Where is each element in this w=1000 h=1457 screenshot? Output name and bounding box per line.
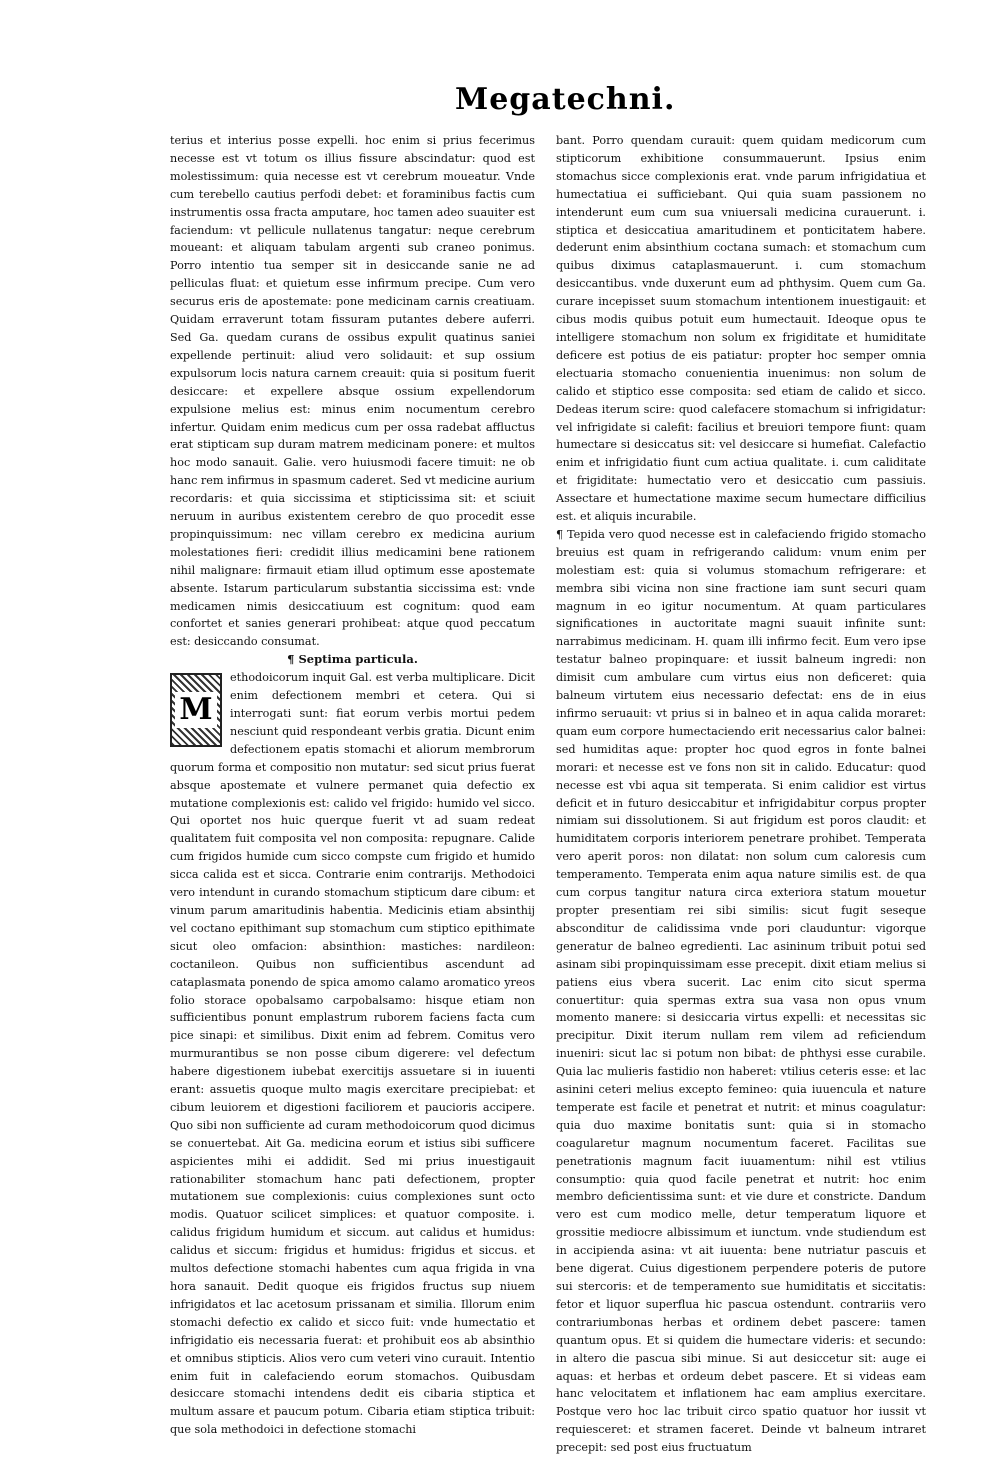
decorated-initial-letter: M [175,692,216,728]
right-column [556,132,926,1455]
left-paragraph-1: terius et interius posse expelli. hoc enim si prius fecerimus necesse est vt totum os illius fissure abscindatur: quod est molestissimum: quia necesse est vt cerebrum moueatur. Vnde cum terebello cautius perfodi debet: et foraminibus factis cum instrumentis ossa fracta amputare, hoc tamen adeo suauiter est faciendum: vt pellicule nullatenus tangatur: neque cerebrum moueant: et aliquam tabulam argenti sub craneo ponimus. Porro intentio tua semper sit in desiccande sanie ne ad pelliculas fluat: et quietum esse infirmum precipe. Cum vero securus eris de apostemate: pone medicinam carnis creatiuam. Quidam erraverunt totam fissuram putantes debere auferri. Sed Ga. quedam curans de ossibus expulit quatinus saniei expellende pertinuit: aliud vero solidauit: et sup ossium expulsorum locis natura carnem creauit: quia si positum fuerit desiccare: et expellere absque ossium expellendorum expulsione melius est: minus enim nocumentum cerebro infertur. Quidam enim medicus cum per ossa radebat affluctus erat stipticam sup duram matrem medicinam ponere: et multos hoc modo sanauit. Galie. vero huiusmodi facere timuit: ne ob hanc rem infirmus in spasmum caderet. Sed vt medicine aurium recordaris: et quia siccissima et stipticissima sit: et sciuit neruum in auribus existentem cerebro de quo procedit esse propinquissimum: nec villam cerebro ex medicina aurium molestationes fieri: credidit illius medicamini bene rationem nihil malignare: firmauit etiam illud optimum esse apostemate absente. Istarum particularum substantia siccissima est: vnde medicamen nimis desiccatiuum est cognitum: quod eam confortet et sanies generari prohibeat: atque quod peccatum est: desiccando consumat. [170,134,535,649]
decorated-initial [170,673,222,747]
running-header: Megatechni. [455,82,676,117]
left-column [170,132,535,1437]
left-paragraph-2: ethodoicorum inquit Gal. est verba multiplicare. Dicit enim defectionem membri et cetera. Qui si interrogati sunt: fiat eorum verbis mortui pedem nesciunt quid respondeant verbis gratia. Dicunt enim defectionem epatis stomachi et aliorum membrorum quorum forma et compositio non mutatur: sed sicut prius fuerat absque apostemate et vulnere permanet quia defectio ex mutatione complexionis est: calido vel frigido: humido vel sicco. Qui oportet nos huic querque fuerit vt ad suam redeat qualitatem fuit composita vel non composita: repugnare. Calide cum frigidos humide cum sicco compste cum frigido et humido sicca calida est et sicca. Contrarie enim contrarijs. Methodoici vero intendunt in curando stomachum stipticum dare cibum: et vinum parum amaritudinis habentia. Medicinis etiam absinthij vel coctano epithimant sup stomachum cum stiptico epithimate sicut oleo omfacion: absinthion: mastiches: nardileon: coctanileon. Quibus non sufficientibus ascendunt ad cataplasmata ponendo de spica amomo calamo aromatico yreos folio storace opobalsamo carpobalsamo: hisque etiam non sufficientibus ponunt emplastrum ruborem faciens facta cum pice sinapi: et similibus. Dixit enim ad febrem. Comitus vero murmurantibus se non posse cibum digerere: vel defectum habere digestionem iubebat exercitijs assuetare si in iuuenti erant: assuetis quoque multo magis exercitare precipiebat: et cibum leuiorem et digestioni faciliorem et paucioris accipere. Quo sibi non sufficiente ad curam methodoicorum quod dicimus se conuertebat. Ait Ga. medicina eorum et istius sibi sufficere aspicientes mihi ei addidit. Sed mi prius inuestigauit rationabiliter stomachum hanc pati defectionem, propter mutationem sue complexionis: cuius complexiones sunt octo modis. Quatuor scilicet simplices: et quatuor composite. i. calidus frigidum humidum et siccum. aut calidus et humidus: calidus et siccum: frigidus et humidus: frigidus et siccus. et multos defectione stomachi habentes cum aqua frigida in vna hora sanauit. Dedit quoque eis frigidos fructus sup niuem infrigidatos et lac acetosum prissanam et similia. Illorum enim stomachi defectio ex calido et sicco fuit: vnde humectatio et infrigidatio eis necessaria fuerat: et prohibuit eos ab absinthio et omnibus stipticis. Alios vero cum veteri vino curauit. Intentio enim fuit in calefaciendo eorum stomachos. Quibusdam desiccare stomachi intendens dedit eis cibaria stiptica et multum assare et paucum potum. Cibaria etiam stiptica tribuit: que sola methodoici in defectione stomachi [170,671,535,1437]
section-heading: ¶ Septima particula. [287,652,418,667]
right-paragraph-1: bant. Porro quendam curauit: quem quidam medicorum cum stipticorum exhibitione consummauerunt. Ipsius enim stomachus sicce complexionis erat. vnde parum infrigidatiua et humectatiua ei sufficiebant. Qui quia suam passionem no intenderunt eum cum sua vniuersali medicina curauerunt. i. stiptica et desiccatiua amaritudinem et ponticitatem habere. dederunt enim absinthium coctana sumach: et stomachum cum quibus diximus cataplasmauerunt. i. cum stomachum desiccantibus. vnde duxerunt eum ad phthysim. Quem cum Ga. curare incepisset suum stomachum intentionem inuestigauit: et cibus modis quibus potuit eum humectauit. Ideoque opus te intelligere stomachum non solum ex frigiditate et humiditate deficere est potius de eis patiatur: propter hoc semper omnia electuaria stomacho conuenientia inuenimus: non solum de calido et stiptico esse composita: sed etiam de calido et sicco. Dedeas iterum scire: quod calefacere stomachum si infrigidatur: vel infrigidate si calefit: facilius et breuiori tempore fiunt: quam humectare si desiccatus sit: vel desiccare si humefiat. Calefactio enim et infrigidatio fiunt cum actiua qualitate. i. cum caliditate et frigiditate: humectatio vero et desiccatio cum passiuis. Assectare et humectatione maxime secum humectare difficilius est. et aliquis incurabile. [556,134,926,524]
right-paragraph-2: ¶ Tepida vero quod necesse est in calefaciendo frigido stomacho breuius est quam in refrigerando calidum: vnum enim per molestiam est: quia si volumus stomachum refrigerare: et membra sibi vicina non sine fractione iam sunt securi quam magnum in eo igitur nocumentum. At quam particulares significationes in auctoritate magni suauit infinite sunt: narrabimus medicinam. H. quam illi infirmo fecit. Eum vero ipse testatur balneo propinquare: et iussit balneum ingredi: non dimisit cum ambulare cum virtus eius non deficeret: quia balneum virtutem eius necessario defectat: ens de in eius infirmo seruauit: vt prius si in balneo et in aqua calida moraret: quam eum corpore humectaciendo erit necessarius calor balnei: sed humiditas aque: propter hoc quod egros in fonte balnei morari: et necesse est ve fons non sit in calido. Educatur: quod necesse est vbi aqua sit temperata. Si enim calidior est virtus deficit et in futuro desiccabitur et infrigidabitur corpus propter nimiam sui dissolutionem. Si aut frigidum est poros claudit: et humiditatem corporis interiorem penetrare prohibet. Temperata vero aperit poros: non dilatat: non solum cum caloresis cum temperamento. Temperata enim aqua nature similis est. de qua cum corpus tangitur natura circa exteriora statum mouetur propter presentiam rei sibi similis: sicut fugit seseque absconditur de calidissima vnde pori clauduntur: vigorque generatur de balneo egredienti. Lac asininum tribuit potui sed asinam sibi propinquissimam esse precepit. dixit etiam melius si patiens eius vbera sucerit. Lac enim cito sicut sperma conuertitur: quia spermas extra sua vasa non opus vnum momento manere: si desiccaria virtus expelli: et necessitas sic precipitur. Dixit iterum nullam rem vilem ad reficiendum inueniri: sicut lac si potum non bibat: de phthysi esse curabile. Quia lac mulieris fastidio non haberet: vtilius ceteris esse: et lac asinini ceteri melius excepto femineo: quia iuuencula et nature temperate est facile et penetrat et nutrit: et minus coagulatur: quia duo maxime bonitatis sunt: quia si in stomacho coagularetur magnum nocumentum faceret. Facilitas sue penetrationis magnum facit iuuamentum: nihil est vtilius consumptio: quia quod facile penetrat et nutrit: hoc enim membro deficientissima sunt: et vie dure et constricte. Dandum vero est cum modico melle, detur temperatum liquore et grossitie mediocre albissimum et iunctum. vnde studiendum est in accipienda asina: vt ait iuuenta: bene nutriatur pascuis et bene digerat. Cuius digestionem perpendere poteris de putore sui stercoris: et de temperamento sue humiditatis et siccitatis: fetor et liquor superflua hic pascua ostendunt. contrariis vero contrariumbonas herbas et ordinem debet pascere: tamen quantum opus. Et si quidem die humectare videris: et secundo: in altero die pascua sibi minue. Si aut desiccetur sit: auge ei aquas: et herbas et ordeum debet pascere. Et si videas eam hanc velocitatem et inflationem hac eam amplius exercitare. Postque vero hoc lac tribuit circo spatio quatuor hor iussit vt requiesceret: et stramen faceret. Deinde vt balneum intraret precepit: sed post eius fructuatum [556,527,926,1455]
